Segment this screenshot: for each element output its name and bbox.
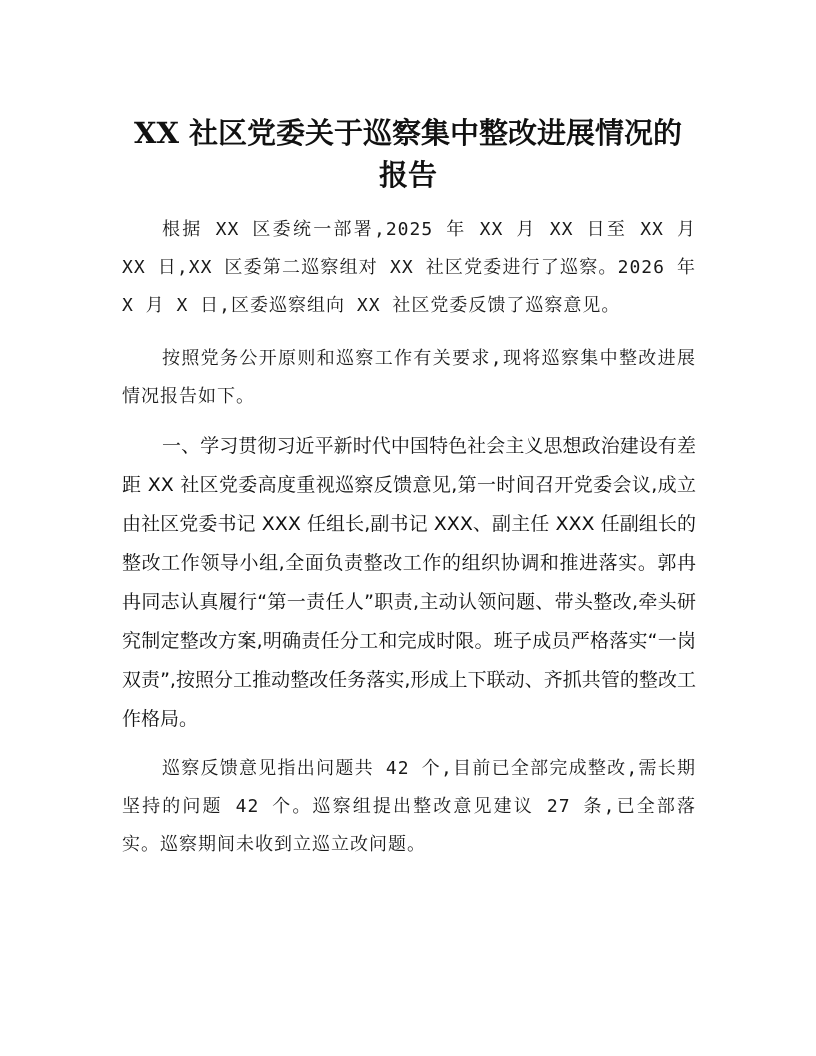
paragraph-rectification-status: 巡察反馈意见指出问题共 42 个,目前已全部完成整改,需长期坚持的问题 42 个。巡察组提出整改意见建议 27 条,已全部落实。巡察期间未收到立巡立改问题。: [122, 758, 696, 855]
paragraph-inspection-background: 根据 XX 区委统一部署,2025 年 XX 月 XX 日至 XX 月 XX 日,XX 区委第二巡察组对 XX 社区党委进行了巡察。2026 年 X 月 X 日,区委巡察组向 XX 社区党委反馈了巡察意见。: [122, 219, 696, 316]
paragraph-report-intro: 按照党务公开原则和巡察工作有关要求,现将巡察集中整改进展情况报告如下。: [122, 348, 696, 407]
paragraph-section-one: 一、学习贯彻习近平新时代中国特色社会主义思想政治建设有差距 XX 社区党委高度重视巡察反馈意见,第一时间召开党委会议,成立由社区党委书记 XXX 任组长,副书记 XXX、副主任 XXX 任副组长的整改工作领导小组,全面负责整改工作的组织协调和推进落实。郭冉冉同志认真履行“第一责任人”职责,主动认领问题、带头整改,牵头研究制定整改方案,明确责任分工和完成时限。班子成员严格落实“一岗双责”,按照分工推动整改任务落实,形成上下联动、齐抓共管的整改工作格局。: [122, 435, 696, 730]
document-title: XX 社区党委关于巡察集中整改进展情况的报告: [133, 116, 683, 192]
